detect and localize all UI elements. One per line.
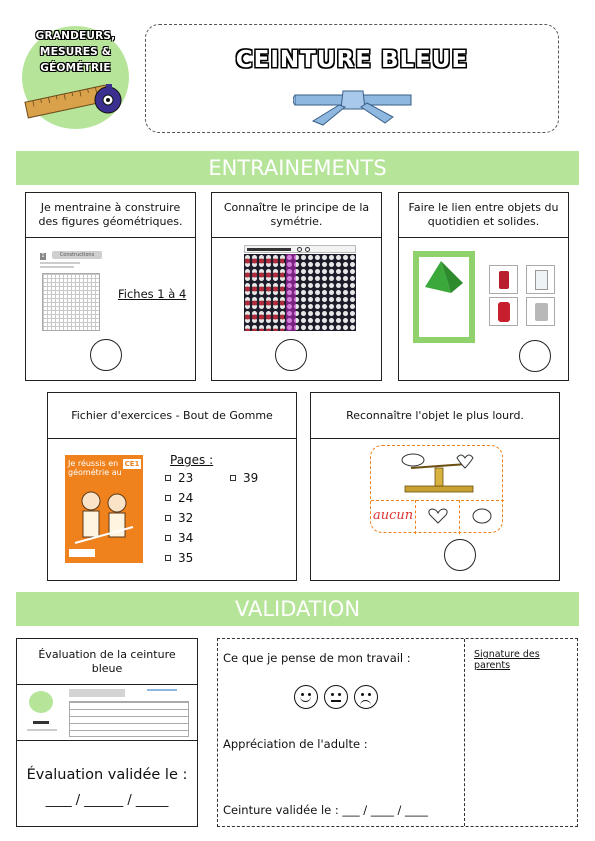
page-title: CEINTURE BLEUE bbox=[235, 47, 469, 73]
validation-banner: VALIDATION bbox=[16, 592, 579, 626]
solid-card-frame bbox=[413, 251, 475, 343]
happy-face-icon[interactable] bbox=[294, 685, 318, 709]
object-card-can bbox=[489, 265, 518, 294]
ceinture-validee-field[interactable]: Ceinture validée le : ___ / ____ / ____ bbox=[223, 803, 429, 817]
card-symetrie bbox=[211, 192, 382, 381]
book-level: CE1 bbox=[124, 460, 140, 468]
logo-line-3: GÉOMÉTRIE bbox=[40, 62, 111, 74]
card-header: Connaître le principe de la symétrie. bbox=[212, 193, 381, 238]
logo-line-2: MESURES & bbox=[39, 46, 112, 58]
card-objets-solides bbox=[398, 192, 569, 381]
neutral-face-icon[interactable] bbox=[324, 685, 348, 709]
pages-title: Pages : bbox=[170, 453, 214, 467]
book-cover-title: Je réussis en géométrie au bbox=[68, 459, 122, 477]
sad-face-icon[interactable] bbox=[354, 685, 378, 709]
heart-icon[interactable] bbox=[427, 506, 449, 526]
card-construire-figures bbox=[25, 192, 196, 381]
worksheet-title: Constructions bbox=[52, 251, 102, 259]
card-header: Fichier d'exercices - Bout de Gomme bbox=[48, 393, 296, 439]
appreciation-label: Appréciation de l'adulte : bbox=[223, 737, 368, 751]
validation-circle[interactable] bbox=[275, 339, 307, 371]
grid-paper bbox=[42, 273, 100, 331]
evaluation-validee-label: Évaluation validée le : bbox=[26, 767, 188, 783]
game-title-bar bbox=[244, 245, 356, 253]
worksheet-number: 1 bbox=[41, 253, 45, 259]
theme-logo bbox=[22, 26, 129, 129]
symmetry-game-thumbnail bbox=[244, 245, 356, 331]
object-card-glass bbox=[526, 265, 555, 294]
page-item[interactable]: 35 bbox=[165, 551, 193, 565]
page-item[interactable]: 32 bbox=[165, 511, 193, 525]
pyramid-icon bbox=[419, 257, 469, 337]
page-item[interactable]: 34 bbox=[165, 531, 193, 545]
oval-icon[interactable] bbox=[471, 506, 493, 526]
balance-scale-icon bbox=[399, 450, 479, 496]
validation-circle[interactable] bbox=[90, 339, 122, 371]
object-card-soda bbox=[489, 297, 518, 326]
evaluation-date-field[interactable]: ____ / ______ / _____ bbox=[45, 793, 169, 808]
validation-circle[interactable] bbox=[444, 539, 476, 571]
card-header: Faire le lien entre objets du quotidien et solides. bbox=[399, 193, 568, 238]
signature-parents-label: Signature des parents bbox=[474, 649, 540, 671]
pense-label: Ce que je pense de mon travail : bbox=[223, 651, 411, 665]
symmetry-axis bbox=[286, 254, 296, 331]
card-fichier-bout-de-gomme bbox=[47, 392, 297, 581]
title-box bbox=[145, 24, 559, 133]
evaluation-header: Évaluation de la ceinture bleue bbox=[17, 639, 197, 685]
blue-belt-icon bbox=[293, 81, 413, 127]
fiches-link[interactable]: Fiches 1 à 4 bbox=[118, 287, 187, 301]
card-header: Reconnaître l'objet le plus lourd. bbox=[311, 393, 559, 439]
card-header: Je mentraine à construire des figures géométriques. bbox=[26, 193, 195, 238]
validation-circle[interactable] bbox=[519, 340, 551, 372]
evaluation-thumbnail bbox=[17, 685, 197, 741]
column-divider bbox=[464, 639, 465, 826]
evaluation-box bbox=[16, 638, 198, 827]
logo-line-1: GRANDEURS, bbox=[35, 30, 116, 42]
card-objet-plus-lourd bbox=[310, 392, 560, 581]
page-item[interactable]: 39 bbox=[230, 471, 258, 485]
choice-aucun[interactable]: aucun bbox=[373, 508, 414, 523]
worksheet-thumbnail bbox=[40, 251, 104, 333]
self-assessment-box bbox=[217, 638, 578, 827]
entrainements-banner: ENTRAINEMENTS bbox=[16, 151, 579, 185]
balance-card bbox=[370, 445, 503, 533]
object-card-bin bbox=[526, 297, 555, 326]
book-cover bbox=[65, 455, 143, 563]
children-illustration bbox=[71, 487, 137, 547]
page-item[interactable]: 23 bbox=[165, 471, 193, 485]
page-item[interactable]: 24 bbox=[165, 491, 193, 505]
ruler-compass-icon bbox=[24, 78, 130, 124]
